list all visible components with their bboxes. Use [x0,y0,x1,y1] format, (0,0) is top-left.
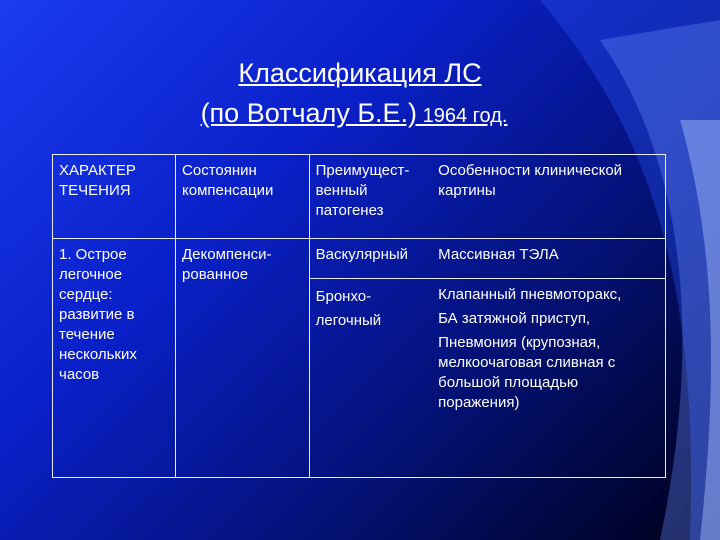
cell-state: Декомпенси-рованное [176,239,310,478]
cell-features-vascular: Массивная ТЭЛА [432,239,665,279]
feature-line: Пневмония (крупозная, мелкоочаговая сливная с большой площадью поражения) [438,334,616,411]
subtitle-year: 1964 год. [417,105,508,127]
feature-line: Клапанный пневмоторакс, [438,286,622,303]
table-header-row [53,155,666,239]
feature-line: БА затяжной приступ, [438,310,591,327]
header-state: Состоянин компенсации [176,155,310,239]
subtitle-author: (по Вотчалу Б.Е.) [200,98,418,128]
slide-subtitle [0,98,714,129]
slide-title: Классификация ЛС [238,58,482,88]
header-pathogenesis: Преимущест-венный патогенез [309,155,432,239]
cell-pathogenesis-vascular: Васкулярный [309,239,432,279]
table-row [53,239,666,279]
header-character: ХАРАКТЕР ТЕЧЕНИЯ [53,155,176,239]
cell-character: 1. Острое легочное сердце: развитие в течение нескольких часов [53,239,176,478]
classification-table [52,154,666,478]
header-features: Особенности клинической картины [432,155,665,239]
cell-pathogenesis-bronchopulmonary: Бронхо-легочный [309,279,432,478]
cell-features-bronchopulmonary [432,279,665,478]
